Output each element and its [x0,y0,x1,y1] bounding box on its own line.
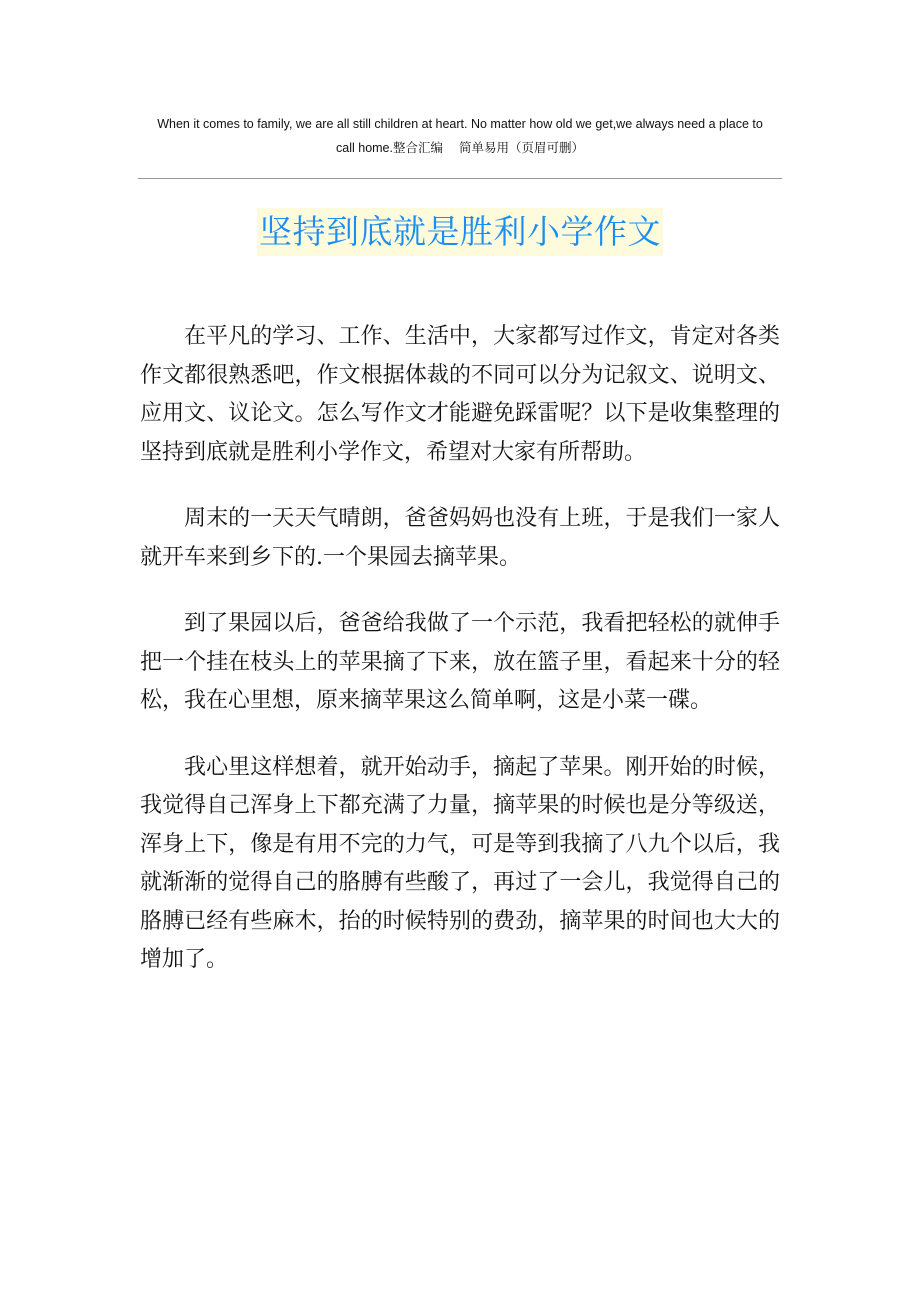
paragraph: 周末的一天天气晴朗，爸爸妈妈也没有上班，于是我们一家人就开车来到乡下的.一个果园去摘苹果。 [140,506,780,570]
title-container [0,208,920,256]
paragraph: 在平凡的学习、工作、生活中，大家都写过作文，肯定对各类作文都很熟悉吧，作文根据体裁的不同可以分为记叙文、说明文、应用文、议论文。怎么写作文才能避免踩雷呢？以下是收集整理的坚持到底就是胜利小学作文，希望对大家有所帮助。 [140,324,780,465]
header-line-2: call home.整合汇编 简单易用（页眉可删） [336,141,584,155]
document-title: 坚持到底就是胜利小学作文 [257,208,663,256]
page-header [138,112,782,160]
document-body [140,318,780,1008]
paragraph: 我心里这样想着，就开始动手，摘起了苹果。刚开始的时候，我觉得自己浑身上下都充满了力量，摘苹果的时候也是分等级送，浑身上下，像是有用不完的力气，可是等到我摘了八九个以后，我就渐渐的觉得自己的胳膊有些酸了，再过了一会儿，我觉得自己的胳膊已经有些麻木，抬的时候特别的费劲，摘苹果的时间也大大的增加了。 [140,754,780,972]
paragraph: 到了果园以后，爸爸给我做了一个示范，我看把轻松的就伸手把一个挂在枝头上的苹果摘了下来，放在篮子里，看起来十分的轻松，我在心里想，原来摘苹果这么简单啊，这是小菜一碟。 [140,611,780,713]
header-divider [138,178,782,179]
header-line-1: When it comes to family, we are all still children at heart. No matter how old we get,we always need a place to [157,117,763,131]
